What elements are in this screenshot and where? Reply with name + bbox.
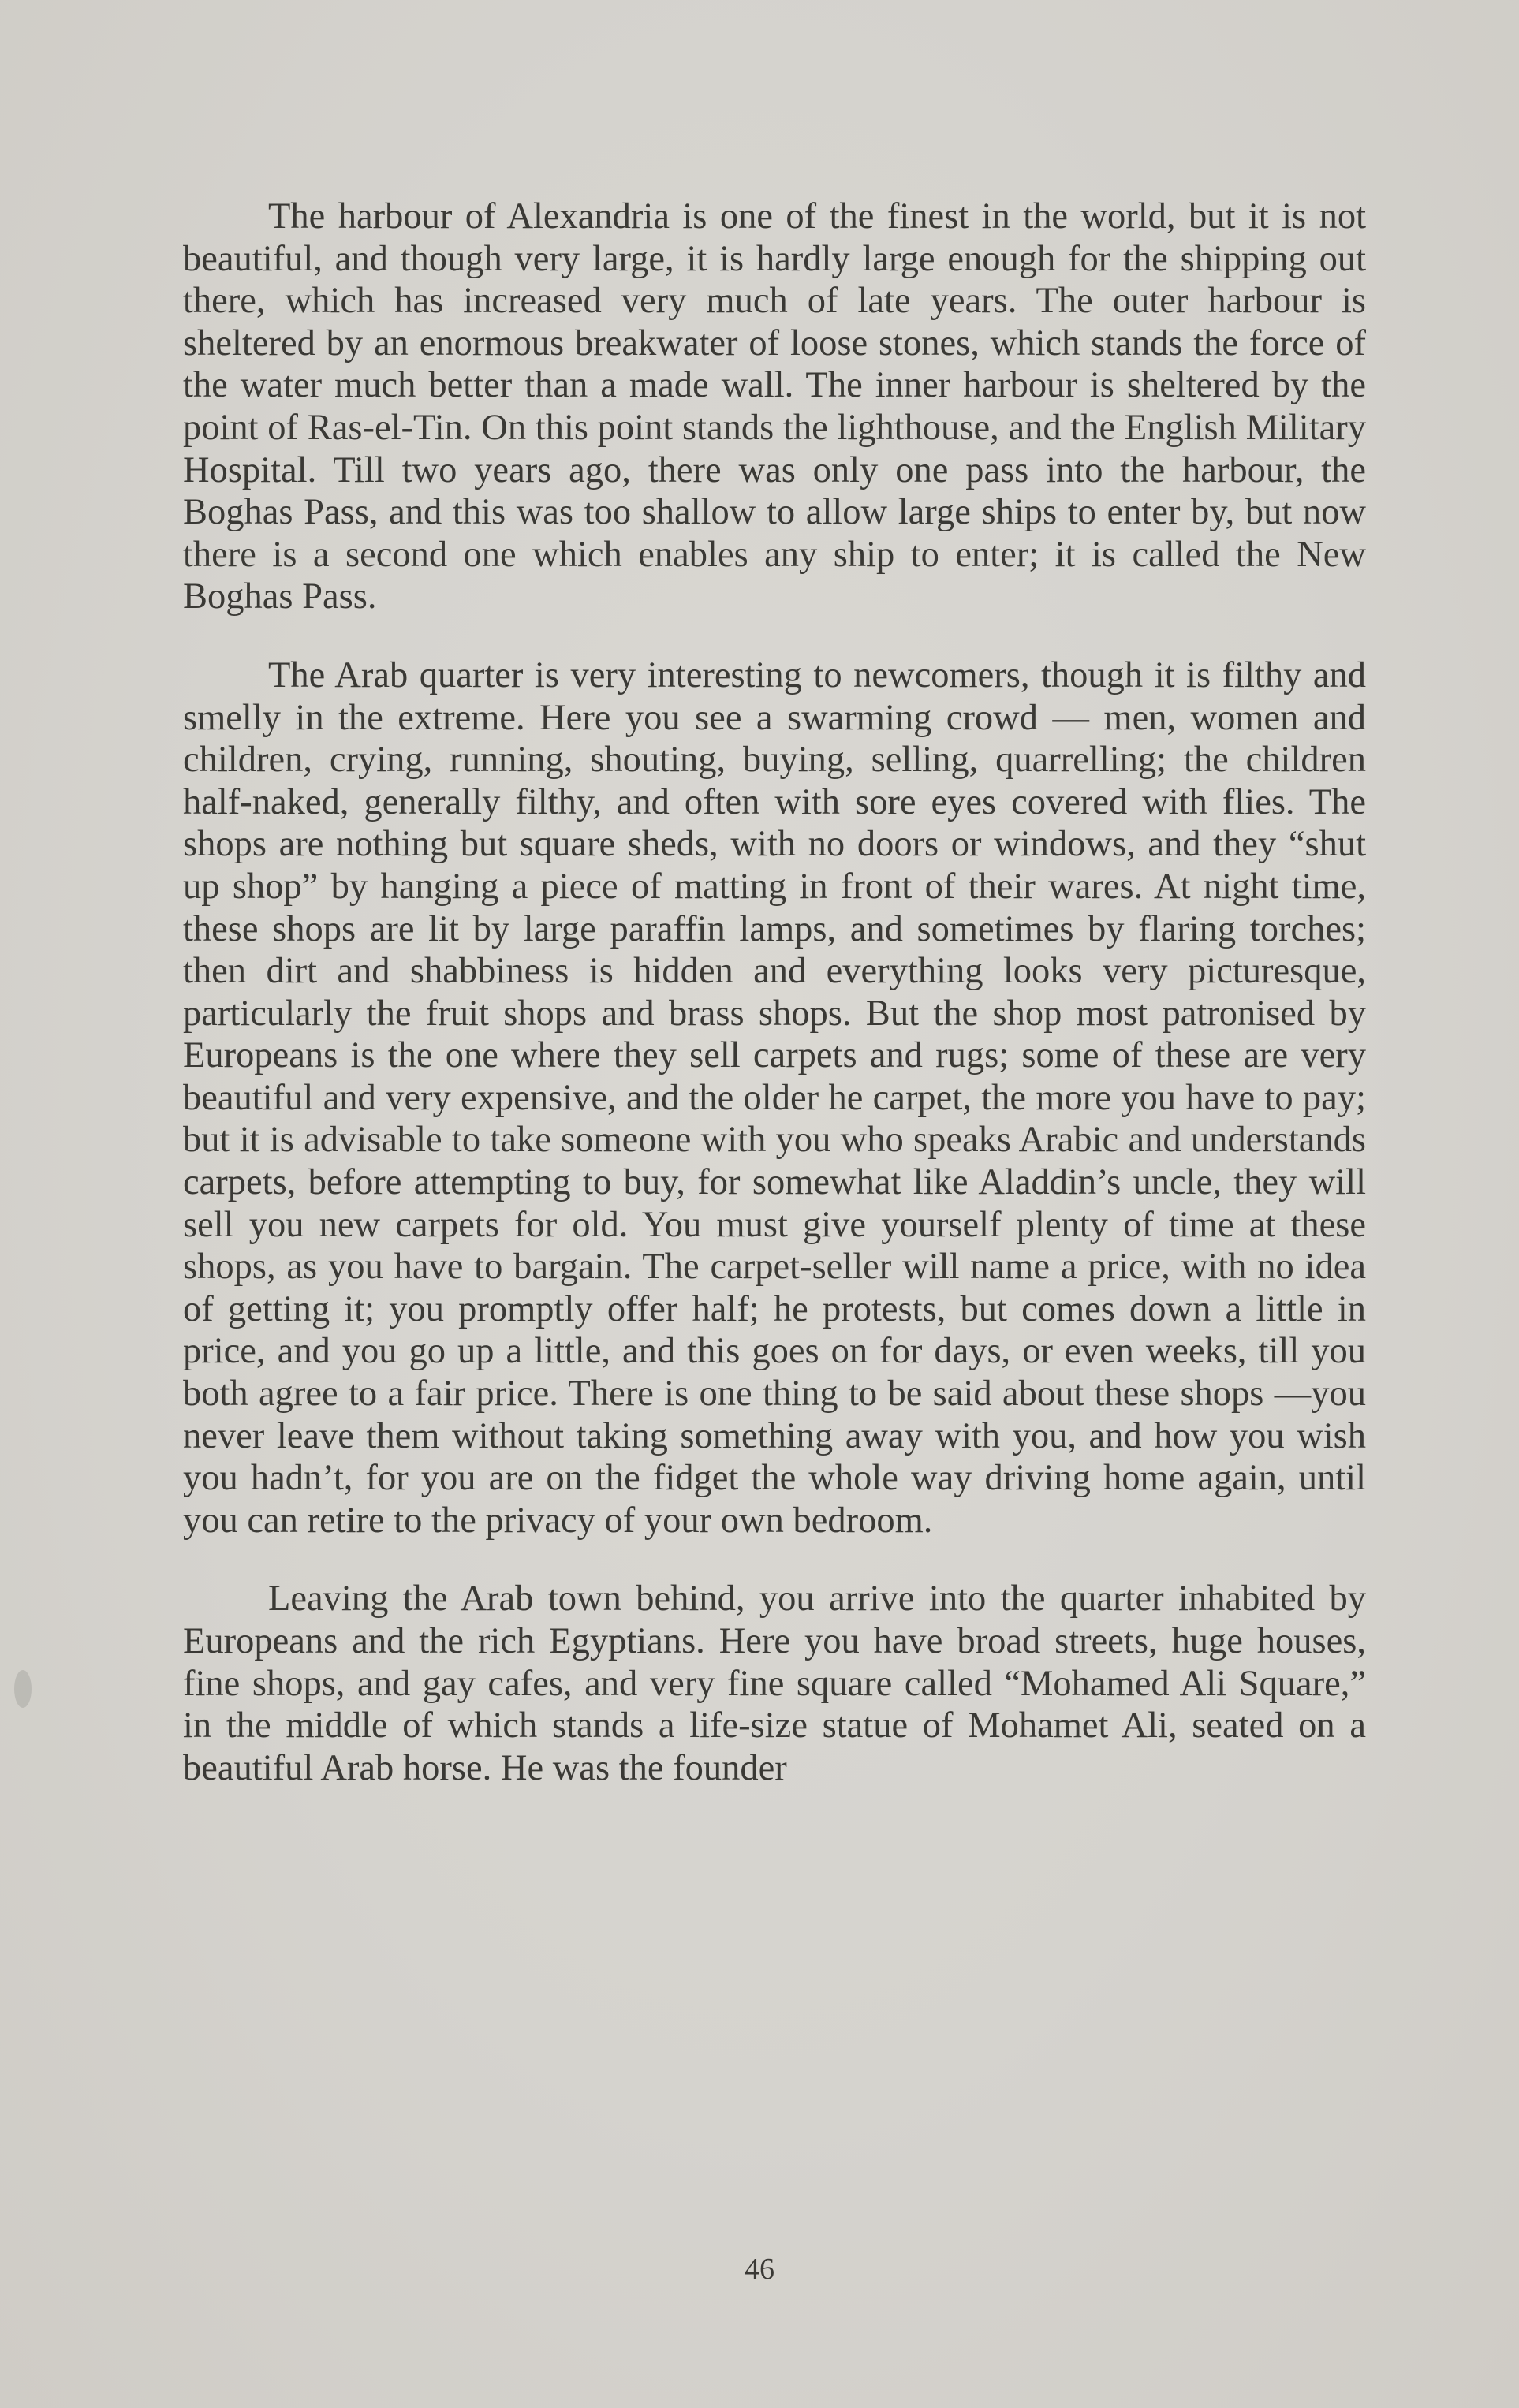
paragraph-european-quarter: Leaving the Arab town behind, you arrive into the quarter inhabited by Europeans and the rich Egyptians. Here you have broad streets, huge houses, fine shops, and gay cafes, and very fine square called “Mohamed Ali Square,” in the middle of which stands a life-size statue of Mohamet Ali, seated on a beautiful Arab horse. He was the founder — [183, 1579, 1366, 1788]
paragraph-arab-quarter: The Arab quarter is very interesting to newcomers, though it is filthy and smelly in the extreme. Here you see a swarming crowd — men, women and children, crying, running, shouting, buying, selling, quarrelling; the children half-naked, generally filthy, and often with sore eyes covered with flies. The shops are nothing but square sheds, with no doors or windows, and they “shut up shop” by hanging a piece of matting in front of their wares. At night time, these shops are lit by large paraffin lamps, and sometimes by flaring torches; then dirt and shabbiness is hidden and everything looks very picturesque, particularly the fruit shops and brass shops. But the shop most patronised by Europeans is the one where they sell carpets and rugs; some of these are very beautiful and very expensive, and the older he carpet, the more you have to pay; but it is advisable to take someone with you who speaks Arabic and understands carpets, before attempting to buy, for somewhat like Aladdin’s uncle, they will sell you new carpets for old. You must give yourself plenty of time at these shops, as you have to bargain. The carpet-seller will name a price, with no idea of getting it; you promptly offer half; he protests, but comes down a little in price, and you go up a little, and this goes on for days, or even weeks, till you both agree to a fair price. There is one thing to be said about these shops —you never leave them without taking something away with you, and how you wish you hadn’t, for you are on the fidget the whole way driving home again, until you can retire to the privacy of your own bedroom. — [183, 654, 1366, 1541]
page-number: 46 — [745, 2253, 774, 2286]
page-smudge — [14, 1670, 32, 1708]
body-text — [183, 196, 1366, 1789]
paragraph-harbour: The harbour of Alexandria is one of the finest in the world, but it is not beautiful, and though very large, it is hardly large enough for the shipping out there, which has increased very much of late years. The outer harbour is sheltered by an enormous breakwater of loose stones, which stands the force of the water much better than a made wall. The inner harbour is sheltered by the point of Ras-el-Tin. On this point stands the lighthouse, and the English Military Hospital. Till two years ago, there was only one pass into the harbour, the Boghas Pass, and this was too shallow to allow large ships to enter by, but now there is a second one which enables any ship to enter; it is called the New Boghas Pass. — [183, 196, 1366, 617]
